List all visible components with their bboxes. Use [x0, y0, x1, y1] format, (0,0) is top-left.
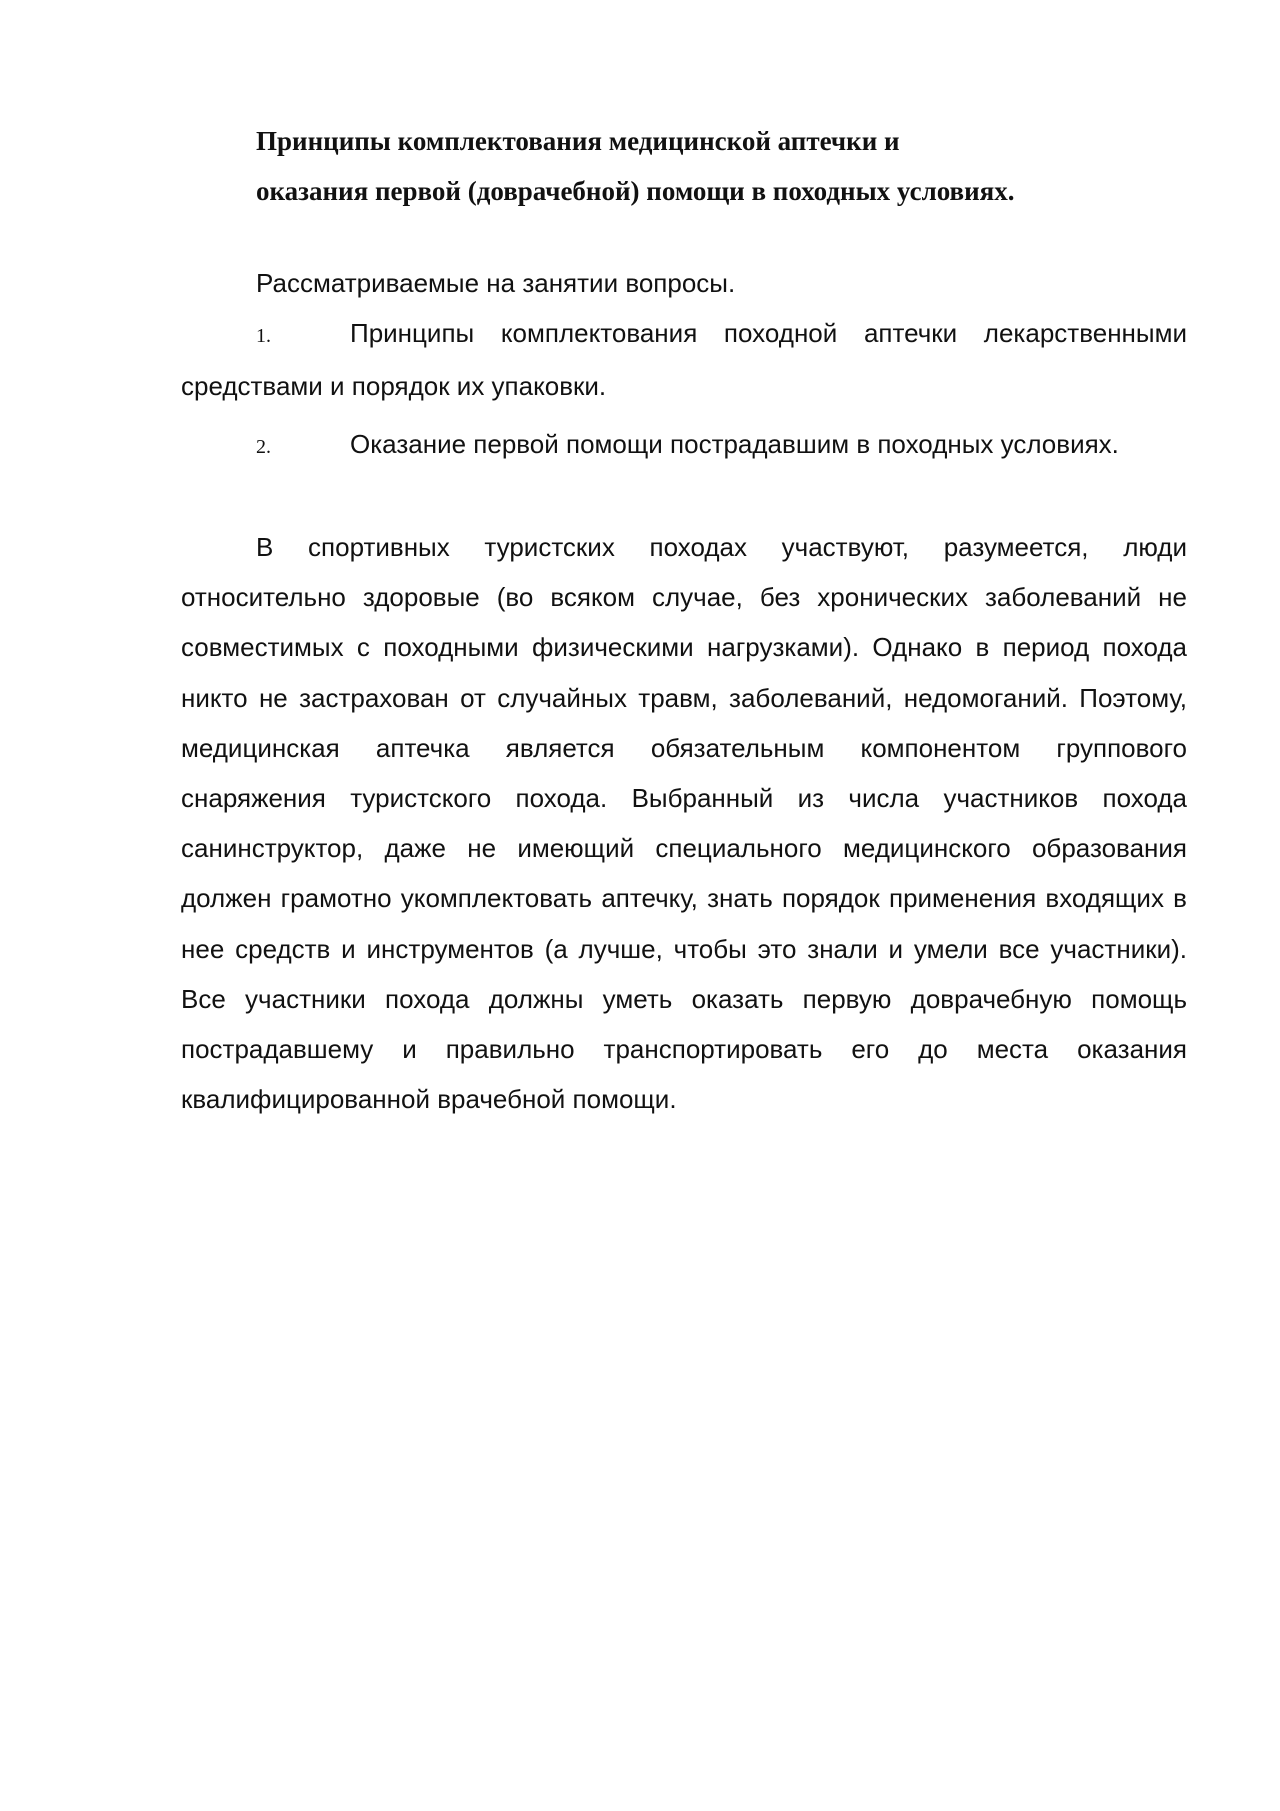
question-text-1-line-1: Принципы комплектования походной аптечки лекарственными	[350, 318, 1187, 348]
question-number-2: 2.	[256, 436, 271, 458]
questions-heading: Рассматриваемые на занятии вопросы.	[256, 268, 736, 298]
question-text-2: Оказание первой помощи пострадавшим в походных условиях.	[350, 429, 1119, 459]
question-item-2	[181, 419, 1187, 472]
question-item-1	[181, 308, 1187, 411]
body-paragraph: В спортивных туристских походах участвуют, разумеется, люди относительно здоровые (во всяком случае, без хронических заболеваний не совместимых с походными физическими нагрузками). Однако в период похода никто не застрахован от случайных травм, заболеваний, недомоганий. Поэтому, медицинская аптечка является обязательным компонентом группового снаряжения туристского похода. Выбранный из числа участников похода санинструктор, даже не имеющий специального медицинского образования должен грамотно укомплектовать аптечку, знать порядок применения входящих в нее средств и инструментов (а лучше, чтобы это знали и умели все участники). Все участники похода должны уметь оказать первую доврачебную помощь пострадавшему и правильно транспортировать его до места оказания квалифицированной врачебной помощи.	[181, 532, 1187, 1115]
question-text-1-line-2: средствами и порядок их упаковки.	[181, 371, 607, 401]
title-line-1: Принципы комплектования медицинской аптечки и	[256, 126, 900, 156]
document-title	[256, 116, 1216, 216]
title-line-2: оказания первой (доврачебной) помощи в походных условиях.	[256, 176, 1015, 206]
question-number-1: 1.	[256, 325, 271, 347]
